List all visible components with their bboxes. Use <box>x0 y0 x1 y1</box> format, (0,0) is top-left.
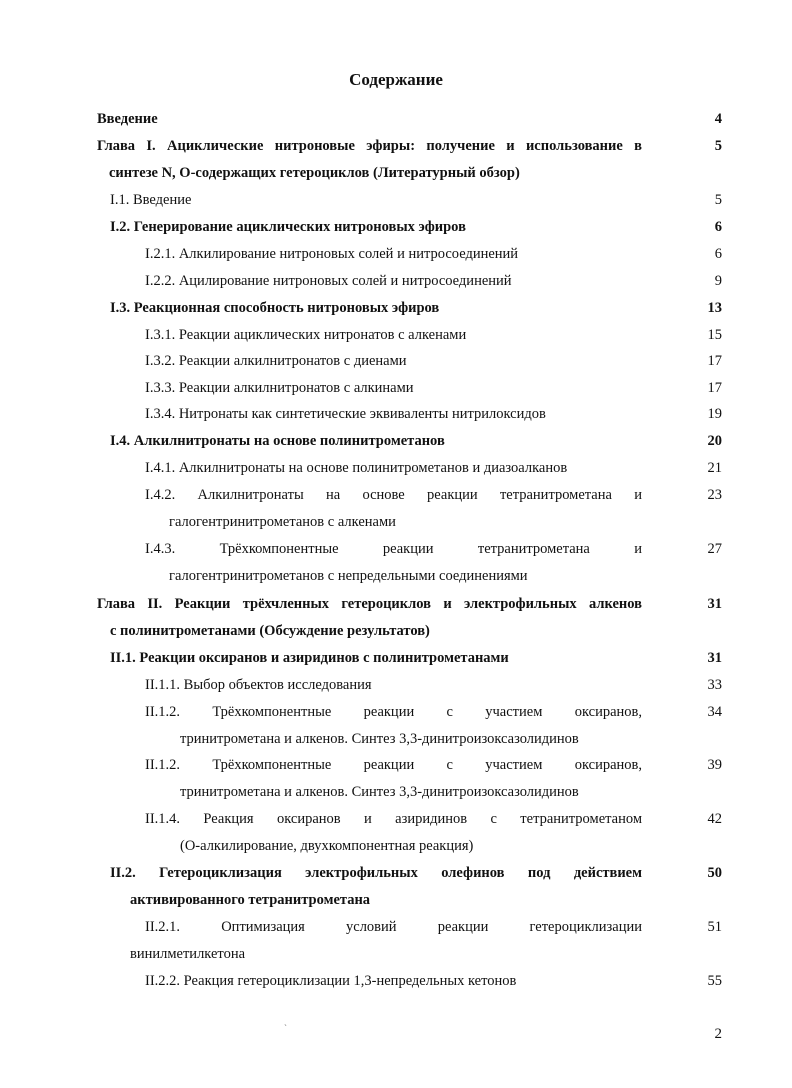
toc-entry[interactable] <box>145 327 722 347</box>
toc-entry-text: Глава I. Ациклические нитроновые эфиры: получение и использование в <box>97 138 642 154</box>
toc-page-number: 20 <box>707 433 722 449</box>
toc-entry-text: II.1. Реакции оксиранов и азиридинов с полинитрометанами <box>110 650 509 666</box>
toc-entry[interactable] <box>145 353 722 373</box>
toc-page-number: 13 <box>707 300 722 316</box>
toc-entry-text: I.3.2. Реакции алкилнитронатов с диенами <box>145 353 407 369</box>
toc-entry[interactable] <box>110 650 722 670</box>
toc-page-number: 6 <box>714 219 722 235</box>
toc-entry-text: I.4.3. Трёхкомпонентные реакции тетранитрометана и <box>145 541 642 557</box>
toc-page-number: 17 <box>707 380 722 396</box>
toc-page-number: 5 <box>714 192 722 208</box>
toc-page-number: 21 <box>707 460 722 476</box>
toc-entry-text-continued: с полинитрометанами (Обсуждение результатов) <box>110 623 430 639</box>
toc-entry-text: II.2.2. Реакция гетероциклизации 1,3-непредельных кетонов <box>145 973 517 989</box>
toc-page-number: 17 <box>707 353 722 369</box>
toc-entry-text: II.1.1. Выбор объектов исследования <box>145 677 372 693</box>
toc-page-number: 9 <box>714 273 722 289</box>
toc-entry[interactable] <box>145 677 722 697</box>
toc-page-number: 33 <box>707 677 722 693</box>
toc-entry-text: I.2.2. Ацилирование нитроновых солей и нитросоединений <box>145 273 512 289</box>
toc-page-number: 31 <box>707 650 722 666</box>
toc-entry[interactable] <box>145 460 722 480</box>
toc-entry-text: II.2.1. Оптимизация условий реакции гетероциклизации <box>145 919 642 935</box>
toc-entry[interactable] <box>145 273 722 293</box>
toc-entry[interactable] <box>97 138 722 185</box>
toc-entry[interactable] <box>145 380 722 400</box>
toc-entry[interactable] <box>145 487 722 534</box>
toc-page-number: 23 <box>707 487 722 503</box>
toc-entry-text-continued: синтезе N, O-содержащих гетероциклов (Литературный обзор) <box>109 165 520 181</box>
toc-page-number: 39 <box>707 757 722 773</box>
toc-entry-text: II.2. Гетероциклизация электрофильных олефинов под действием <box>110 865 642 881</box>
toc-entry-text: I.3.4. Нитронаты как синтетические эквиваленты нитрилоксидов <box>145 406 546 422</box>
toc-entry-text: I.2.1. Алкилирование нитроновых солей и нитросоединений <box>145 246 519 262</box>
toc-entry[interactable] <box>145 757 722 804</box>
toc-page-number: 15 <box>707 327 722 343</box>
toc-entry-text: I.3. Реакционная способность нитроновых эфиров <box>110 300 440 316</box>
page-title: Содержание <box>349 70 443 89</box>
toc-entry-text: I.3.1. Реакции ациклических нитронатов с алкенами <box>145 327 467 343</box>
toc-entry-text: I.4.1. Алкилнитронаты на основе полинитрометанов и диазоалканов <box>145 460 568 476</box>
toc-entry-text-continued: тринитрометана и алкенов. Синтез 3,3-динитроизоксазолидинов <box>180 784 579 800</box>
toc-entry-text-continued: активированного тетранитрометана <box>130 892 371 908</box>
toc-entry[interactable] <box>110 865 722 912</box>
toc-entry[interactable] <box>130 919 722 966</box>
toc-entry-text: I.4. Алкилнитронаты на основе полинитрометанов <box>110 433 445 449</box>
toc-entry-text: I.1. Введение <box>110 192 192 208</box>
toc-page-number: 4 <box>714 111 722 127</box>
toc-entry-text: II.1.2. Трёхкомпонентные реакции с участием оксиранов, <box>145 757 642 773</box>
toc-entry[interactable] <box>145 406 722 426</box>
toc-entry-text-continued: (О-алкилирование, двухкомпонентная реакция) <box>180 838 474 854</box>
toc-entry[interactable] <box>97 111 722 131</box>
toc-entry[interactable] <box>145 811 722 858</box>
toc-entry-text: II.1.2. Трёхкомпонентные реакции с участием оксиранов, <box>145 704 642 720</box>
toc-page-number: 50 <box>707 865 722 881</box>
toc-entry[interactable] <box>145 541 722 588</box>
toc-page-number: 31 <box>707 596 722 612</box>
toc-page-number: 55 <box>707 973 722 989</box>
toc-entry-text: I.3.3. Реакции алкилнитронатов с алкинами <box>145 380 414 396</box>
toc-entry[interactable] <box>110 433 722 453</box>
toc-page-number: 27 <box>707 541 722 557</box>
toc-entry[interactable] <box>110 300 722 320</box>
toc-entry[interactable] <box>110 219 722 239</box>
toc-entry-text: I.4.2. Алкилнитронаты на основе реакции тетранитрометана и <box>145 487 642 503</box>
toc-entry-text: I.2. Генерирование ациклических нитроновых эфиров <box>110 219 466 235</box>
toc-page-number: 19 <box>707 406 722 422</box>
toc-page-number: 51 <box>707 919 722 935</box>
toc-entry[interactable] <box>145 246 722 266</box>
toc-entry-text-continued: винилметилкетона <box>130 946 246 962</box>
toc-entry-text: Введение <box>97 111 158 127</box>
toc-entry[interactable] <box>97 596 722 643</box>
scan-speck: ˎ <box>284 1016 287 1026</box>
page-number: 2 <box>714 1026 722 1042</box>
toc-page-number: 6 <box>714 246 722 262</box>
toc-entry[interactable] <box>110 192 722 212</box>
toc-entry-text-continued: тринитрометана и алкенов. Синтез 3,3-динитроизоксазолидинов <box>180 731 579 747</box>
toc-page-number: 42 <box>707 811 722 827</box>
toc-entry-text: II.1.4. Реакция оксиранов и азиридинов с тетранитрометаном <box>145 811 642 827</box>
toc-page-number: 5 <box>714 138 722 154</box>
toc-entry-text-continued: галогентринитрометанов с алкенами <box>169 514 396 530</box>
toc-entry[interactable] <box>145 704 722 751</box>
toc-entry[interactable] <box>145 973 722 993</box>
toc-entry-text-continued: галогентринитрометанов с непредельными соединениями <box>169 568 528 584</box>
toc-entry-text: Глава II. Реакции трёхчленных гетероциклов и электрофильных алкенов <box>97 596 642 612</box>
toc-page-number: 34 <box>707 704 722 720</box>
